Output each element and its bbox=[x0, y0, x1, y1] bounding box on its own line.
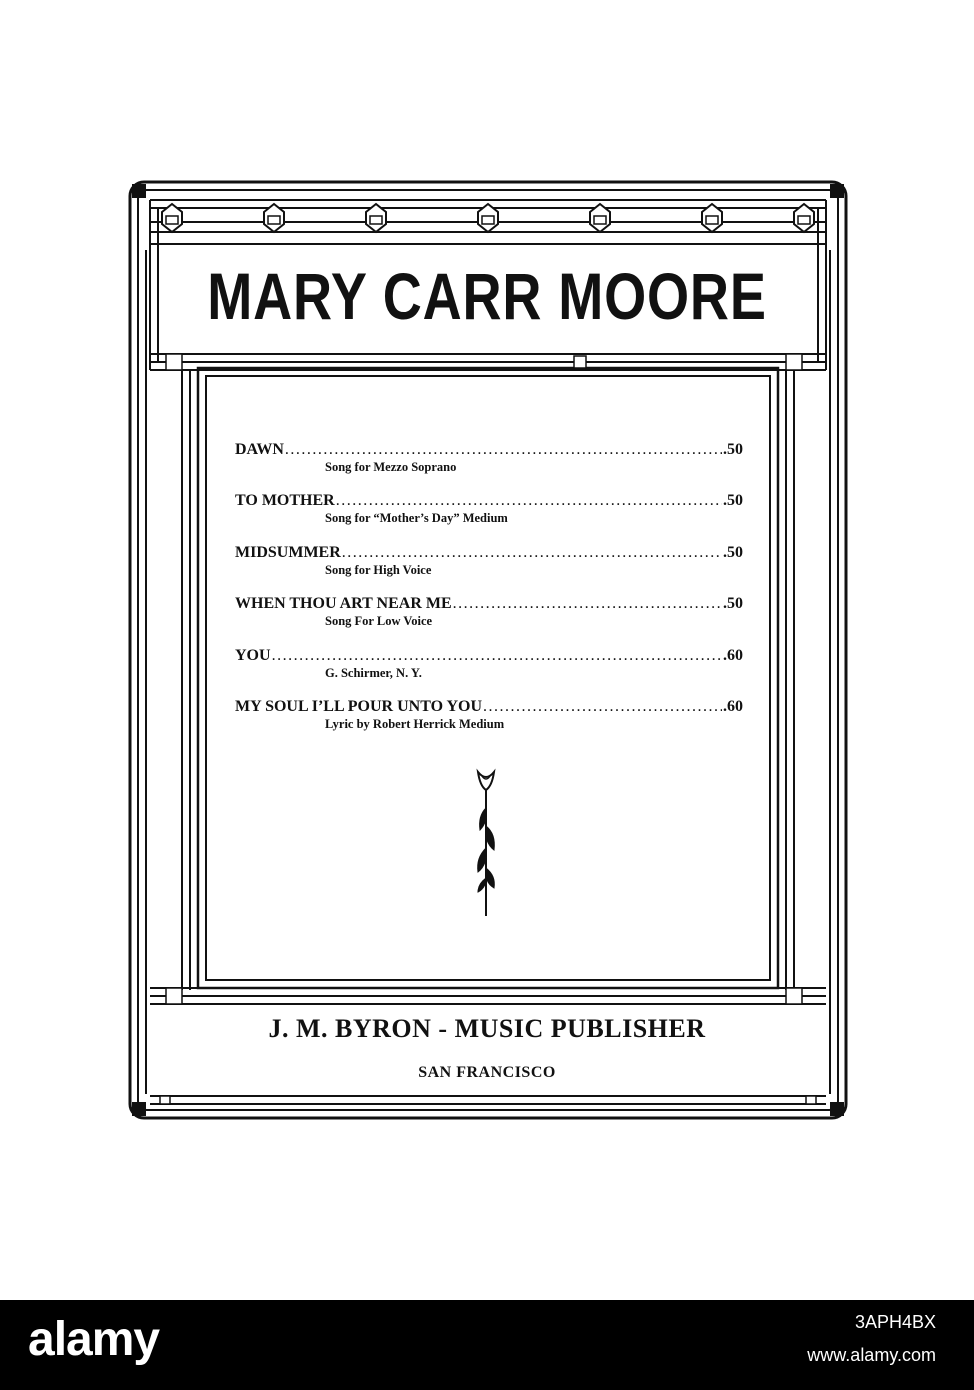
song-price: .50 bbox=[723, 441, 743, 458]
song-list bbox=[235, 440, 743, 748]
list-item bbox=[235, 594, 743, 645]
song-title: MIDSUMMER bbox=[235, 543, 341, 561]
dot-leader bbox=[272, 646, 722, 666]
song-subtitle: Song For Low Voice bbox=[325, 614, 433, 629]
alamy-logo: alamy bbox=[28, 1313, 160, 1366]
song-title: MY SOUL I’LL POUR UNTO YOU bbox=[235, 697, 482, 715]
song-subtitle: Song for Mezzo Soprano bbox=[325, 460, 457, 474]
song-subtitle: Song for High Voice bbox=[325, 562, 432, 577]
song-price: .50 bbox=[723, 543, 743, 561]
dot-leader bbox=[342, 543, 722, 563]
song-subtitle: Song for “Mother’s Day” Medium bbox=[325, 511, 508, 526]
list-item bbox=[235, 440, 743, 491]
list-item bbox=[235, 491, 743, 542]
publisher-name: J. M. BYRON - MUSIC PUBLISHER bbox=[268, 1014, 706, 1043]
song-price: .50 bbox=[723, 492, 743, 510]
song-subtitle: Lyric by Robert Herrick Medium bbox=[325, 716, 505, 731]
publisher-city: SAN FRANCISCO bbox=[418, 1064, 556, 1081]
song-subtitle: G. Schirmer, N. Y. bbox=[325, 665, 422, 680]
dot-leader bbox=[453, 594, 722, 614]
list-item bbox=[235, 697, 743, 748]
song-price: .50 bbox=[723, 595, 743, 613]
flower-stem-ornament-icon bbox=[466, 768, 506, 918]
dot-leader bbox=[285, 440, 722, 460]
list-item bbox=[235, 543, 743, 594]
dot-leader bbox=[336, 491, 722, 511]
song-price: .60 bbox=[723, 646, 743, 664]
song-title: WHEN THOU ART NEAR ME bbox=[235, 595, 452, 613]
song-title: DAWN bbox=[235, 441, 284, 458]
composer-name: MARY CARR MOORE bbox=[207, 259, 767, 333]
song-title: TO MOTHER bbox=[235, 492, 335, 510]
song-title: YOU bbox=[235, 646, 271, 664]
list-item bbox=[235, 646, 743, 697]
dot-leader bbox=[483, 697, 722, 717]
site-url: www.alamy.com bbox=[807, 1345, 936, 1365]
stock-image-id: 3APH4BX bbox=[854, 1312, 936, 1332]
song-price: .60 bbox=[723, 697, 743, 715]
